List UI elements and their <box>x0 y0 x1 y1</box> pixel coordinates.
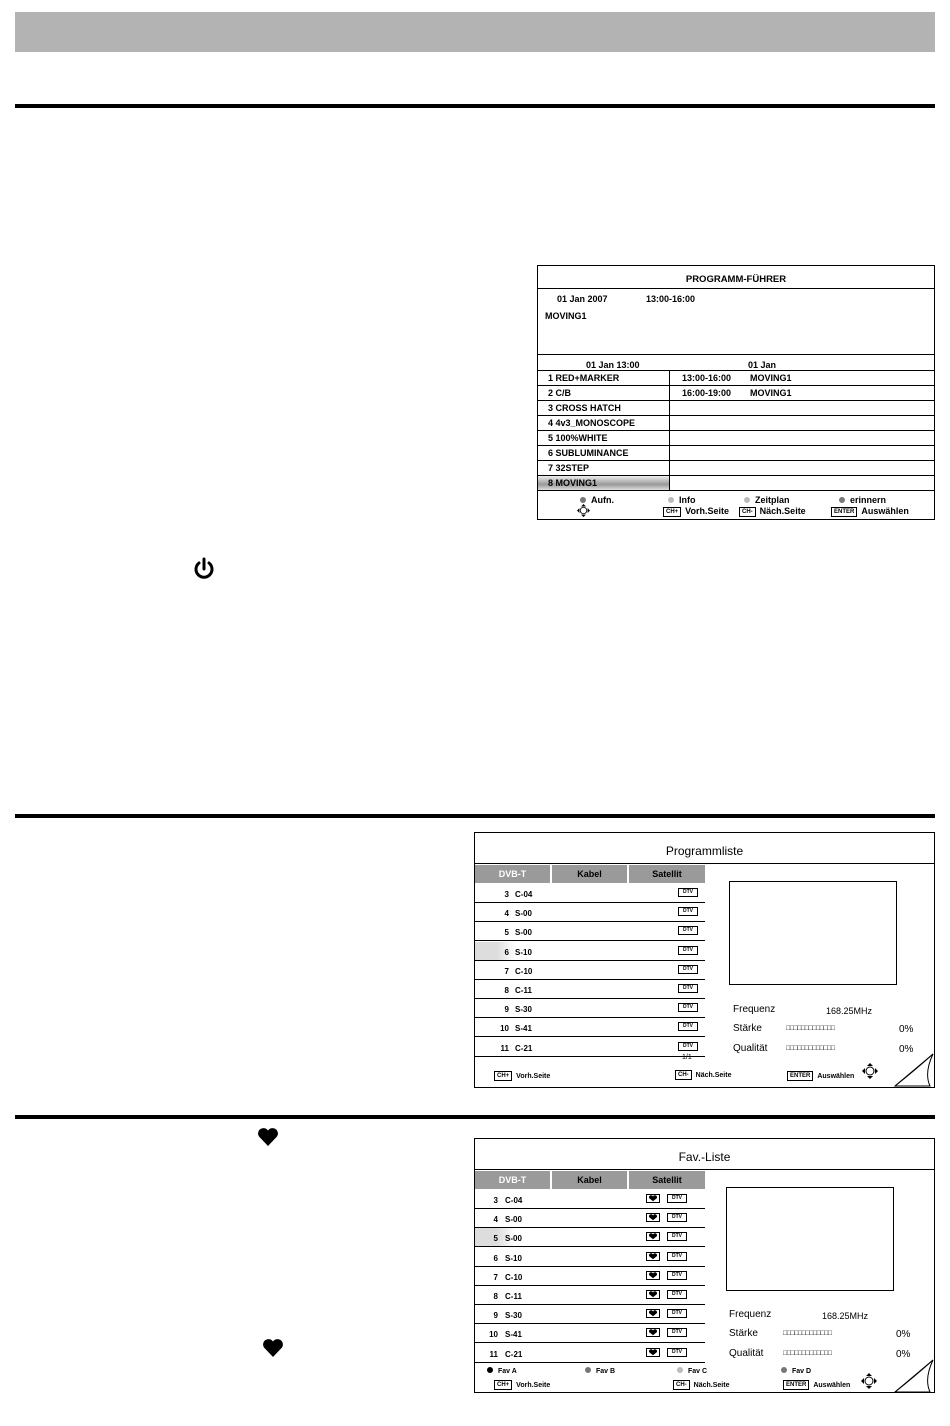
epg-channel-row[interactable] <box>538 446 934 461</box>
heart-icon <box>646 1309 660 1318</box>
legend-remind[interactable]: erinnern <box>839 495 886 505</box>
channel-number: 5 <box>504 928 509 938</box>
quality-label: Qualität <box>729 1348 764 1359</box>
green-dot-icon <box>585 1367 591 1373</box>
epg-channel-row[interactable] <box>538 371 934 386</box>
blue-dot-icon <box>839 497 845 503</box>
channel-name: S-00 <box>505 1234 522 1244</box>
epg-title: PROGRAMM-FÜHRER <box>685 274 787 285</box>
epg-channel-name: 3 CROSS HATCH <box>548 403 621 413</box>
channel-row[interactable] <box>475 884 705 903</box>
heart-icon <box>646 1290 660 1299</box>
epg-channel-row[interactable] <box>538 431 934 446</box>
tab-dvb-t[interactable]: DVB-T <box>475 1171 552 1189</box>
quality-value: 0% <box>896 1349 911 1360</box>
channel-name: C-11 <box>515 986 532 995</box>
channel-row[interactable] <box>475 1344 705 1363</box>
dtv-badge: DTV <box>678 965 698 974</box>
legend-schedule[interactable]: Zeitplan <box>744 495 790 505</box>
frequency-label: Frequenz <box>733 1004 776 1015</box>
channel-name: S-00 <box>505 1215 522 1225</box>
fav-c-legend[interactable]: Fav C <box>677 1367 707 1375</box>
channel-row[interactable] <box>475 903 705 922</box>
heart-icon <box>646 1194 660 1203</box>
channel-row[interactable] <box>475 1190 705 1209</box>
navigation-arrows-icon <box>861 1373 877 1389</box>
fav-list-prev-page[interactable]: CH+ Vorh.Seite <box>494 1380 550 1390</box>
channel-name: S-10 <box>505 1253 522 1263</box>
channel-number: 11 <box>489 1349 498 1359</box>
channel-number: 6 <box>493 1253 498 1263</box>
epg-channel-row[interactable] <box>538 401 934 416</box>
quality-bar: □□□□□□□□□□□□□ <box>783 1350 832 1357</box>
fav-list-next-page[interactable]: CH- Näch.Seite <box>673 1380 729 1390</box>
dtv-badge: DTV <box>678 926 698 935</box>
strength-bar: □□□□□□□□□□□□□ <box>786 1025 835 1032</box>
epg-info-date: 01 Jan 2007 <box>557 294 608 304</box>
heart-icon <box>646 1232 660 1241</box>
quality-value: 0% <box>899 1044 914 1055</box>
video-preview <box>726 1187 894 1291</box>
channel-number: 11 <box>500 1043 509 1053</box>
channel-row[interactable] <box>475 1018 705 1037</box>
dtv-badge: DTV <box>678 1003 698 1012</box>
navigation-arrows-icon <box>862 1063 878 1079</box>
dtv-badge: DTV <box>667 1290 687 1299</box>
channel-row[interactable] <box>475 961 705 980</box>
heart-icon <box>646 1213 660 1222</box>
frequency-label: Frequenz <box>729 1309 772 1320</box>
channel-name: C-10 <box>515 966 533 976</box>
channel-name: S-00 <box>515 928 532 938</box>
channel-number: 4 <box>504 909 509 919</box>
channel-row[interactable] <box>475 1305 705 1324</box>
strength-label: Stärke <box>733 1023 762 1034</box>
dtv-badge: DTV <box>667 1271 687 1280</box>
channel-row[interactable] <box>475 980 705 999</box>
dtv-badge: DTV <box>667 1232 687 1241</box>
page-indicator: 1/1 <box>682 1054 692 1061</box>
dtv-badge: DTV <box>678 1022 698 1031</box>
blue-dot-icon <box>781 1367 787 1373</box>
channel-number: 8 <box>493 1292 498 1301</box>
frequency-value: 168.25MHz <box>822 1311 869 1321</box>
channel-name: C-10 <box>505 1272 523 1282</box>
channel-row[interactable] <box>475 1228 705 1247</box>
dtv-badge: DTV <box>667 1194 687 1203</box>
channel-name: C-21 <box>505 1349 523 1359</box>
epg-info-time: 13:00-16:00 <box>646 294 696 304</box>
strength-value: 0% <box>896 1329 911 1340</box>
page-curl-icon <box>894 1053 934 1087</box>
channel-number: 10 <box>500 1024 509 1034</box>
section-rule-1 <box>15 104 935 108</box>
epg-channel-name: 8 MOVING1 <box>548 478 598 488</box>
channel-number: 9 <box>493 1311 498 1321</box>
epg-event-time: 13:00-16:00 <box>682 373 732 383</box>
epg-channel-name: 5 100%WHITE <box>548 433 608 443</box>
channel-row[interactable] <box>475 1267 705 1286</box>
tab-kabel[interactable]: Kabel <box>552 865 629 883</box>
dtv-badge: DTV <box>667 1309 687 1318</box>
channel-number: 7 <box>504 966 509 976</box>
channel-number: 4 <box>493 1215 498 1225</box>
channel-name: S-30 <box>515 1005 532 1015</box>
channel-row[interactable] <box>475 1209 705 1228</box>
favorite-list-title: Fav.-Liste <box>678 1150 731 1164</box>
channel-number: 8 <box>504 986 509 995</box>
strength-label: Stärke <box>729 1328 758 1339</box>
epg-timeline-left: 01 Jan 13:00 <box>586 360 640 370</box>
green-dot-icon <box>668 497 674 503</box>
tab-satellit[interactable]: Satellit <box>652 869 682 879</box>
epg-channel-name: 2 C/B <box>548 388 572 398</box>
epg-prev-page[interactable]: CH+ Vorh.Seite <box>663 506 729 517</box>
dtv-badge: DTV <box>678 946 698 955</box>
channel-name: S-30 <box>505 1311 522 1321</box>
channel-list-next-page[interactable]: CH- Näch.Seite <box>675 1070 731 1080</box>
section-rule-2 <box>15 814 935 818</box>
red-dot-icon <box>487 1367 493 1373</box>
dtv-badge: DTV <box>667 1252 687 1261</box>
epg-event-title: MOVING1 <box>750 388 792 398</box>
channel-row[interactable] <box>475 999 705 1018</box>
channel-name: C-04 <box>505 1196 523 1205</box>
epg-event-title: MOVING1 <box>750 373 792 383</box>
epg-channel-name: 1 RED+MARKER <box>548 373 620 383</box>
channel-number: 3 <box>493 1196 498 1205</box>
channel-name: S-41 <box>515 1024 532 1034</box>
channel-name: S-10 <box>515 947 532 957</box>
channel-list-screen <box>474 832 935 1088</box>
strength-value: 0% <box>899 1024 914 1035</box>
tab-dvb-t[interactable]: DVB-T <box>475 865 552 883</box>
yellow-dot-icon <box>744 497 750 503</box>
channel-number: 10 <box>489 1330 498 1340</box>
channel-number: 3 <box>504 890 509 899</box>
channel-row[interactable] <box>475 1038 705 1057</box>
navigation-arrows-icon <box>577 504 590 517</box>
channel-number: 7 <box>493 1272 498 1282</box>
channel-number: 9 <box>504 1005 509 1015</box>
dtv-badge: DTV <box>678 907 698 916</box>
legend-record[interactable]: Aufn. <box>580 495 614 505</box>
epg-info-program: MOVING1 <box>545 311 587 321</box>
heart-icon <box>646 1252 660 1261</box>
yellow-dot-icon <box>677 1367 683 1373</box>
epg-channel-row[interactable] <box>538 476 934 491</box>
quality-bar: □□□□□□□□□□□□□ <box>786 1045 835 1052</box>
channel-name: C-21 <box>515 1043 533 1053</box>
epg-channel-name: 7 32STEP <box>548 463 590 473</box>
epg-channel-row[interactable] <box>538 461 934 476</box>
dtv-badge: DTV <box>667 1328 687 1337</box>
channel-row[interactable] <box>475 1248 705 1267</box>
section-rule-3 <box>15 1115 935 1119</box>
dtv-badge: DTV <box>678 1042 698 1051</box>
fav-b-legend[interactable]: Fav B <box>585 1367 615 1375</box>
epg-channel-row[interactable] <box>538 416 934 431</box>
channel-list-select[interactable]: ENTER Auswählen <box>787 1071 854 1081</box>
channel-name: C-11 <box>505 1292 522 1301</box>
channel-number: 6 <box>504 947 509 957</box>
epg-next-page[interactable]: CH- Näch.Seite <box>739 506 806 517</box>
epg-select[interactable]: ENTER Auswählen <box>831 506 909 517</box>
power-icon <box>193 557 215 581</box>
channel-number: 5 <box>493 1234 498 1244</box>
dtv-badge: DTV <box>667 1348 687 1357</box>
heart-icon <box>257 1127 279 1147</box>
epg-channel-row[interactable] <box>538 386 934 401</box>
channel-name: C-04 <box>515 890 533 899</box>
dtv-badge: DTV <box>678 888 698 897</box>
channel-name: S-00 <box>515 909 532 919</box>
red-dot-icon <box>580 497 586 503</box>
program-guide-screen <box>537 265 935 520</box>
quality-label: Qualität <box>733 1043 768 1054</box>
dtv-badge: DTV <box>667 1213 687 1222</box>
fav-a-legend[interactable]: Fav A <box>487 1367 517 1375</box>
channel-row[interactable] <box>475 1286 705 1305</box>
channel-row[interactable] <box>475 922 705 941</box>
tab-kabel[interactable]: Kabel <box>552 1171 629 1189</box>
page-curl-icon <box>894 1359 934 1393</box>
fav-list-select[interactable]: ENTER Auswählen <box>783 1380 850 1390</box>
heart-icon <box>646 1348 660 1357</box>
channel-row[interactable] <box>475 942 705 961</box>
channel-name: S-41 <box>505 1330 522 1340</box>
channel-list-title: Programmliste <box>665 844 744 858</box>
channel-list-prev-page[interactable]: CH+ Vorh.Seite <box>494 1071 550 1081</box>
heart-icon <box>646 1328 660 1337</box>
channel-row[interactable] <box>475 1324 705 1343</box>
frequency-value: 168.25MHz <box>826 1006 873 1016</box>
favorite-list-screen <box>474 1138 935 1393</box>
tab-satellit[interactable]: Satellit <box>652 1175 682 1185</box>
heart-icon <box>646 1271 660 1280</box>
video-preview <box>729 881 897 985</box>
fav-d-legend[interactable]: Fav D <box>781 1367 811 1375</box>
legend-info[interactable]: Info <box>668 495 696 505</box>
epg-channel-name: 4 4v3_MONOSCOPE <box>548 418 636 428</box>
epg-timeline-right: 01 Jan <box>748 360 777 370</box>
epg-channel-name: 6 SUBLUMINANCE <box>548 448 629 458</box>
strength-bar: □□□□□□□□□□□□□ <box>783 1330 832 1337</box>
header-bar <box>15 12 935 52</box>
heart-icon <box>262 1338 284 1358</box>
dtv-badge: DTV <box>678 984 698 993</box>
epg-event-time: 16:00-19:00 <box>682 388 732 398</box>
